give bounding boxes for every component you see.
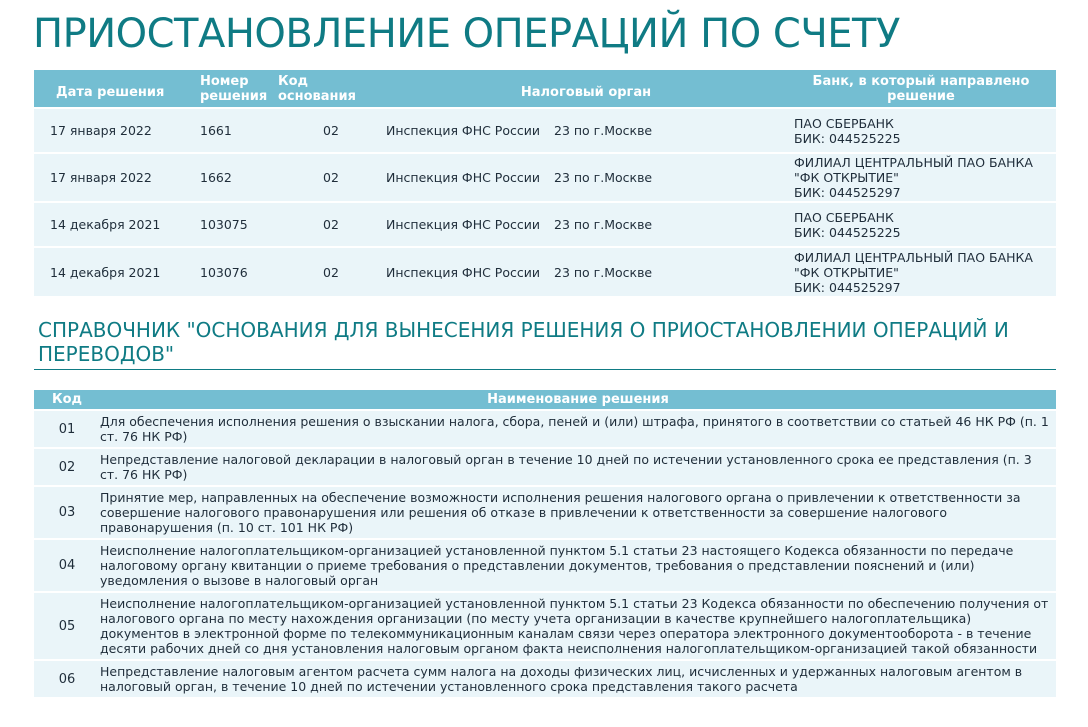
tax-authority-branch: 23 по г.Москве [554, 217, 653, 232]
tax-authority [386, 202, 786, 247]
decision-date: 17 января 2022 [34, 108, 192, 153]
reason-code: 05 [34, 592, 100, 660]
column-header-bank: Банк, в который направлено решение [786, 70, 1056, 108]
tax-authority [386, 247, 786, 296]
reason-name: Неисполнение налогоплательщиком-организацией установленной пунктом 5.1 статьи 23 Кодекса обязанности по обеспечению получения от налогового органа по месту нахождения организации (по месту учета организации в качестве крупнейшего налогоплательщика) документов в электронной форме по телекоммуникационным каналам связи через оператора электронного документооборота - в течение десяти рабочих дней со дня установления налоговым органом факта неисполнения налогоплательщиком-организацией такой обязанности [100, 592, 1056, 660]
column-header-code: Код [34, 390, 100, 410]
decision-number: 1661 [192, 108, 276, 153]
tax-authority [386, 153, 786, 202]
bank [786, 108, 1056, 153]
bank-bik: БИК: 044525297 [794, 279, 901, 295]
basis-code: 02 [276, 247, 386, 296]
decision-date: 14 декабря 2021 [34, 202, 192, 247]
bank [786, 202, 1056, 247]
table-row [34, 410, 1056, 448]
reason-name: Для обеспечения исполнения решения о взыскании налога, сбора, пеней и (или) штрафа, принятого в соответствии со статьей 46 НК РФ (п. 1 ст. 76 НК РФ) [100, 410, 1056, 448]
table-row [34, 247, 1056, 296]
bank-name: ФИЛИАЛ ЦЕНТРАЛЬНЫЙ ПАО БАНКА "ФК ОТКРЫТИЕ" [794, 249, 1033, 280]
operations-suspension-table [34, 70, 1056, 296]
bank [786, 153, 1056, 202]
reason-code: 04 [34, 539, 100, 592]
column-header-date: Дата решения [34, 70, 192, 108]
page-title: ПРИОСТАНОВЛЕНИЕ ОПЕРАЦИЙ ПО СЧЕТУ [33, 11, 900, 57]
reason-name: Неисполнение налогоплательщиком-организацией установленной пунктом 5.1 статьи 23 настоящего Кодекса обязанности по передаче налоговому органу квитанции о приеме требования о представлении документов, требования о представлении пояснений и (или) уведомления о вызове в налоговый орган [100, 539, 1056, 592]
reason-name: Непредставление налоговым агентом расчета сумм налога на доходы физических лиц, исчисленных и удержанных налоговым агентом в налоговый орган, в течение 10 дней по истечении установленного срока представления такого расчета [100, 660, 1056, 697]
tax-authority-branch: 23 по г.Москве [554, 170, 653, 185]
tax-authority [386, 108, 786, 153]
bank [786, 247, 1056, 296]
bank-name: ФИЛИАЛ ЦЕНТРАЛЬНЫЙ ПАО БАНКА "ФК ОТКРЫТИЕ" [794, 155, 1033, 185]
column-header-number: Номер решения [192, 70, 276, 108]
bank-name: ПАО СБЕРБАНК [794, 209, 894, 225]
basis-code: 02 [276, 153, 386, 202]
tax-authority-name: Инспекция ФНС России [386, 170, 540, 185]
table-row [34, 486, 1056, 539]
table-row [34, 660, 1056, 697]
tax-authority-name: Инспекция ФНС России [386, 264, 540, 280]
tax-authority-branch: 23 по г.Москве [554, 264, 653, 280]
table-row [34, 153, 1056, 202]
decision-number: 1662 [192, 153, 276, 202]
decision-date: 17 января 2022 [34, 153, 192, 202]
reason-code: 03 [34, 486, 100, 539]
directory-title: СПРАВОЧНИК "ОСНОВАНИЯ ДЛЯ ВЫНЕСЕНИЯ РЕШЕНИЯ О ПРИОСТАНОВЛЕНИИ ОПЕРАЦИЙ И ПЕРЕВОДОВ" [38, 318, 1009, 366]
reason-name: Непредставление налоговой декларации в налоговый орган в течение 10 дней по истечении установленного срока ее представления (п. 3 ст. 76 НК РФ) [100, 448, 1056, 486]
reason-code: 06 [34, 660, 100, 697]
basis-code: 02 [276, 108, 386, 153]
reason-name: Принятие мер, направленных на обеспечение возможности исполнения решения налогового органа о привлечении к ответственности за совершение налогового правонарушения или решения об отказе в привлечении к ответственности за совершение налогового правонарушения (п. 10 ст. 101 НК РФ) [100, 486, 1056, 539]
basis-code: 02 [276, 202, 386, 247]
decision-date: 14 декабря 2021 [34, 247, 192, 296]
bank-bik: БИК: 044525225 [794, 130, 901, 146]
table-header-row [34, 390, 1056, 410]
reason-code: 02 [34, 448, 100, 486]
reason-code: 01 [34, 410, 100, 448]
table-row [34, 202, 1056, 247]
decision-number: 103075 [192, 202, 276, 247]
column-header-authority: Налоговый орган [386, 70, 786, 108]
column-header-name: Наименование решения [100, 390, 1056, 410]
bank-bik: БИК: 044525225 [794, 224, 901, 240]
section-divider [34, 369, 1056, 370]
bank-bik: БИК: 044525297 [794, 185, 901, 200]
table-row [34, 448, 1056, 486]
column-header-code: Код основания [276, 70, 386, 108]
tax-authority-name: Инспекция ФНС России [386, 123, 540, 138]
tax-authority-name: Инспекция ФНС России [386, 217, 540, 232]
table-row [34, 108, 1056, 153]
table-header-row [34, 70, 1056, 108]
table-row [34, 592, 1056, 660]
suspension-reasons-directory-table [34, 390, 1056, 697]
decision-number: 103076 [192, 247, 276, 296]
tax-authority-branch: 23 по г.Москве [554, 123, 653, 138]
table-row [34, 539, 1056, 592]
bank-name: ПАО СБЕРБАНК [794, 115, 894, 131]
